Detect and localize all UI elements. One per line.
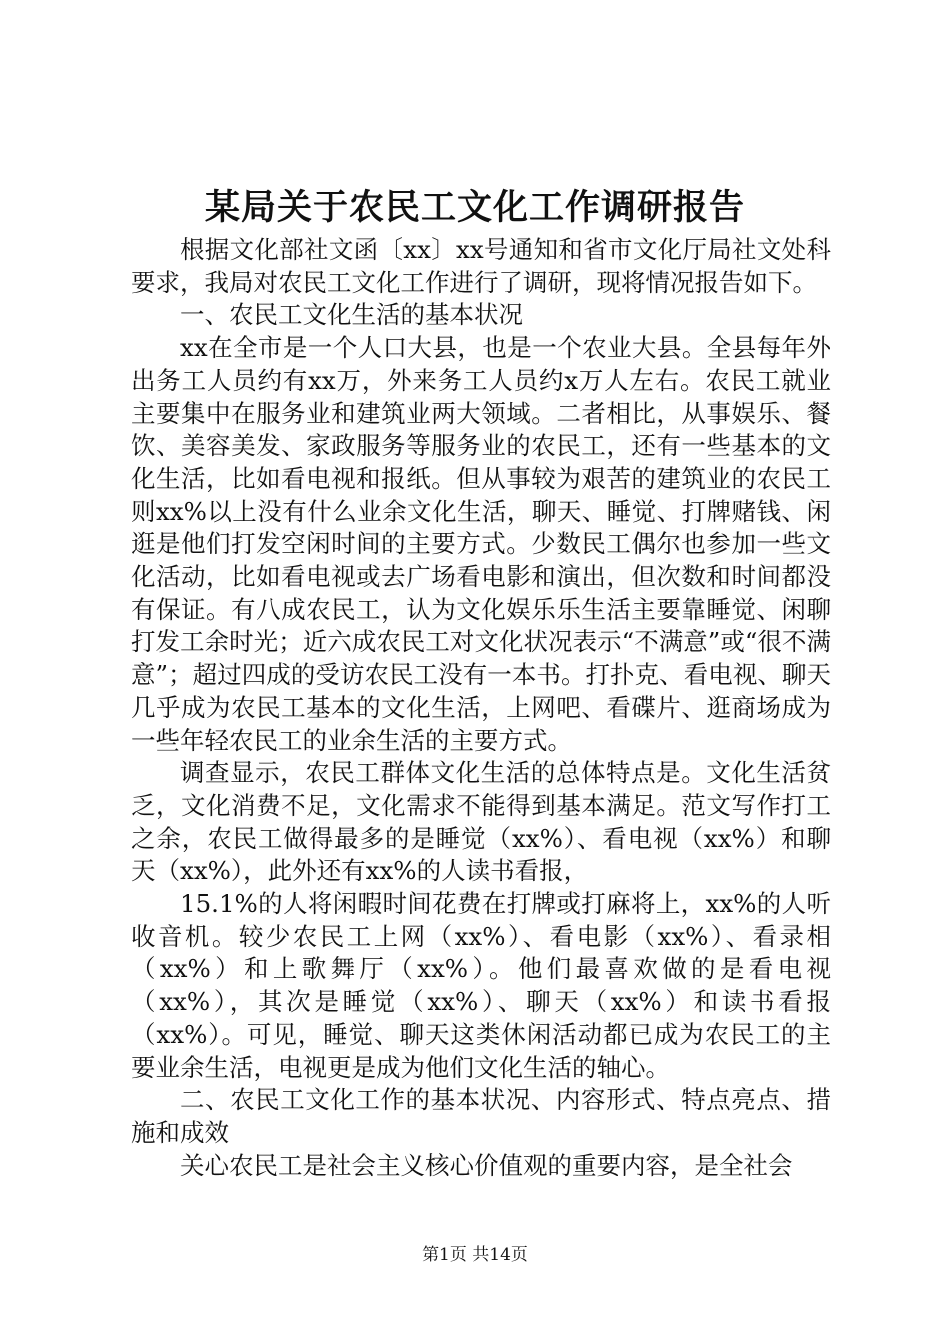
- paragraph-survey-results: 调查显示，农民工群体文化生活的总体特点是。文化生活贫乏，文化消费不足，文化需求不能得到基本满足。范文写作打工之余，农民工做得最多的是睡觉（xx%）、看电视（xx%）和聊天（xx%），此外还有xx%的人读书看报，: [131, 758, 831, 886]
- page-footer: 第1页 共14页: [422, 1245, 528, 1265]
- paragraph-leisure-stats: 15.1%的人将闲暇时间花费在打牌或打麻将上，xx%的人听收音机。较少农民工上网（xx%）、看电影（xx%）、看录相（xx%）和上歌舞厅（xx%）。他们最喜欢做的是看电视（xx%），其次是睡觉（xx%）、聊天（xx%）和读书看报（xx%）。可见，睡觉、聊天这类休闲活动都已成为农民工的主要业余生活，电视更是成为他们文化生活的轴心。: [131, 889, 831, 1082]
- document-body: [131, 234, 831, 1182]
- paragraph-basic-status: xx在全市是一个人口大县，也是一个农业大县。全县每年外出务工人员约有xx万，外来务工人员约x万人左右。农民工就业主要集中在服务业和建筑业两大领域。二者相比，从事娱乐、餐饮、美容美发、家政服务等服务业的农民工，还有一些基本的文化生活，比如看电视和报纸。但从事较为艰苦的建筑业的农民工则xx%以上没有什么业余文化生活，聊天、睡觉、打牌赌钱、闲逛是他们打发空闲时间的主要方式。少数民工偶尔也参加一些文化活动，比如看电视或去广场看电影和演出，但次数和时间都没有保证。有八成农民工，认为文化娱乐乐生活主要靠睡觉、闲聊打发工余时光；近六成农民工对文化状况表示“不满意”或“很不满意”；超过四成的受访农民工没有一本书。打扑克、看电视、聊天几乎成为农民工基本的文化生活，上网吧、看碟片、逛商场成为一些年轻农民工的业余生活的主要方式。: [131, 333, 831, 755]
- document-title: 某局关于农民工文化工作调研报告: [204, 187, 745, 228]
- paragraph-intro: 根据文化部社文函〔xx〕xx号通知和省市文化厅局社文处科要求，我局对农民工文化工作进行了调研，现将情况报告如下。: [131, 235, 831, 297]
- section-heading-1: 一、农民工文化生活的基本状况: [180, 300, 523, 330]
- section-heading-2: 二、农民工文化工作的基本状况、内容形式、特点亮点、措施和成效: [131, 1085, 831, 1147]
- paragraph-care-workers: 关心农民工是社会主义核心价值观的重要内容，是全社会: [180, 1150, 793, 1180]
